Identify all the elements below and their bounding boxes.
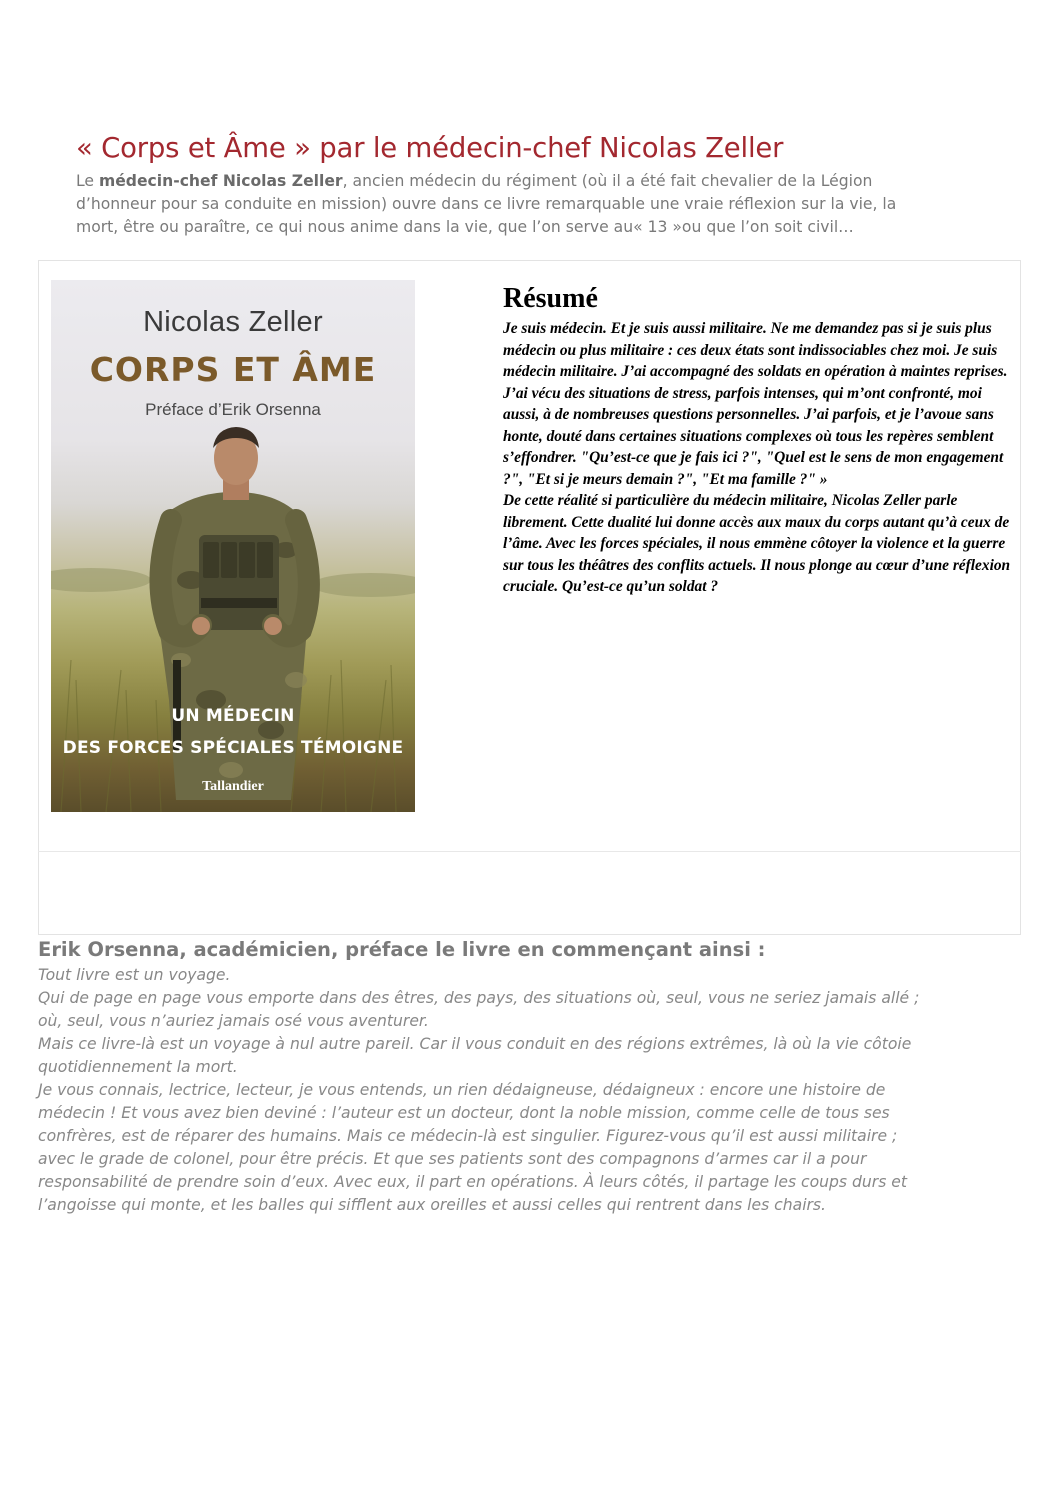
- cover-subtitle-line2: DES FORCES SPÉCIALES TÉMOIGNE: [62, 738, 404, 758]
- cover-preface-credit: Préface d’Erik Orsenna: [145, 400, 321, 419]
- preface-heading: Erik Orsenna, académicien, préface le livre en commençant ainsi :: [38, 938, 766, 961]
- preface-excerpt: [38, 964, 938, 1217]
- intro-text: , ancien médecin du régiment (où il a été fait chevalier de la Légion d’honneur pour sa conduite en mission) ouvre dans ce livre remarquable une vraie réflexion sur la vie, la mort, être ou paraître, ce qui nous anime dans la vie, que l’on serve au« 13 »ou que l’on soit civil…: [76, 172, 897, 236]
- article-intro: [76, 170, 926, 239]
- article-title: « Corps et Âme » par le médecin-chef Nicolas Zeller: [76, 132, 784, 164]
- cover-title: CORPS ET ÂME: [89, 350, 377, 389]
- intro-prefix: Le: [76, 172, 99, 190]
- preface-paragraph: Qui de page en page vous emporte dans des êtres, des pays, des situations où, seul, vous ne seriez jamais allé ; où, seul, vous n’auriez jamais osé vous aventurer.: [38, 989, 920, 1030]
- book-cover-image: [51, 280, 415, 812]
- resume-heading: Résumé: [503, 283, 598, 314]
- box-divider: [38, 851, 1021, 852]
- resume-text: [503, 318, 1013, 598]
- preface-paragraph: Je vous connais, lectrice, lecteur, je vous entends, un rien dédaigneuse, dédaigneux : encore une histoire de médecin ! Et vous avez bien deviné : l’auteur est un docteur, dont la noble mission, comme celle de tous ses confrères, est de réparer des humains. Mais ce médecin-là est singulier. Figurez-vous qu’il est aussi militaire ; avec le grade de colonel, pour être précis. Et que ses patients sont des compagnons d’armes car il a pour responsabilité de prendre soin d’eux. Avec eux, il part en opérations. À leurs côtés, il partage les coups durs et l’angoisse qui monte, et les balles qui sifflent aux oreilles et aussi celles qui rentrent dans les chairs.: [38, 1081, 907, 1214]
- intro-author-name: médecin-chef Nicolas Zeller: [98, 172, 343, 190]
- preface-paragraph: Tout livre est un voyage.: [38, 966, 231, 984]
- resume-paragraph-2: De cette réalité si particulière du médecin militaire, Nicolas Zeller parle librement. Cette dualité lui donne accès aux maux du corps autant qu’à ceux de l’âme. Avec les forces spéciales, il nous emmène côtoyer la violence et la guerre sur tous les théâtres des conflits actuels. Il nous plonge au cœur d’une réflexion cruciale. Qu’est-ce qu’un soldat ?: [503, 492, 1011, 595]
- preface-paragraph: Mais ce livre-là est un voyage à nul autre pareil. Car il vous conduit en des régions extrêmes, là où la vie côtoie quotidiennement la mort.: [38, 1035, 912, 1076]
- cover-subtitle-line1: UN MÉDECIN: [171, 706, 295, 726]
- cover-publisher: Tallandier: [202, 779, 264, 794]
- resume-paragraph-1: Je suis médecin. Et je suis aussi militaire. Ne me demandez pas si je suis plus médecin ou plus militaire : ces deux états sont indissociables chez moi. Je suis médecin militaire. J’ai accompagné des soldats en opération à maintes reprises. J’ai vécu des situations de stress, parfois intenses, qui m’ont confronté, moi aussi, à de nombreuses questions personnelles. J’ai parfois, et je l’avoue sans honte, douté dans certaines situations complexes où tous les repères semblent s’effondrer. "Qu’est-ce que je fais ici ?", "Quel est le sens de mon engagement ?", "Et si je meurs demain ?", "Et ma famille ?" »: [503, 320, 1008, 488]
- cover-author: Nicolas Zeller: [143, 306, 323, 338]
